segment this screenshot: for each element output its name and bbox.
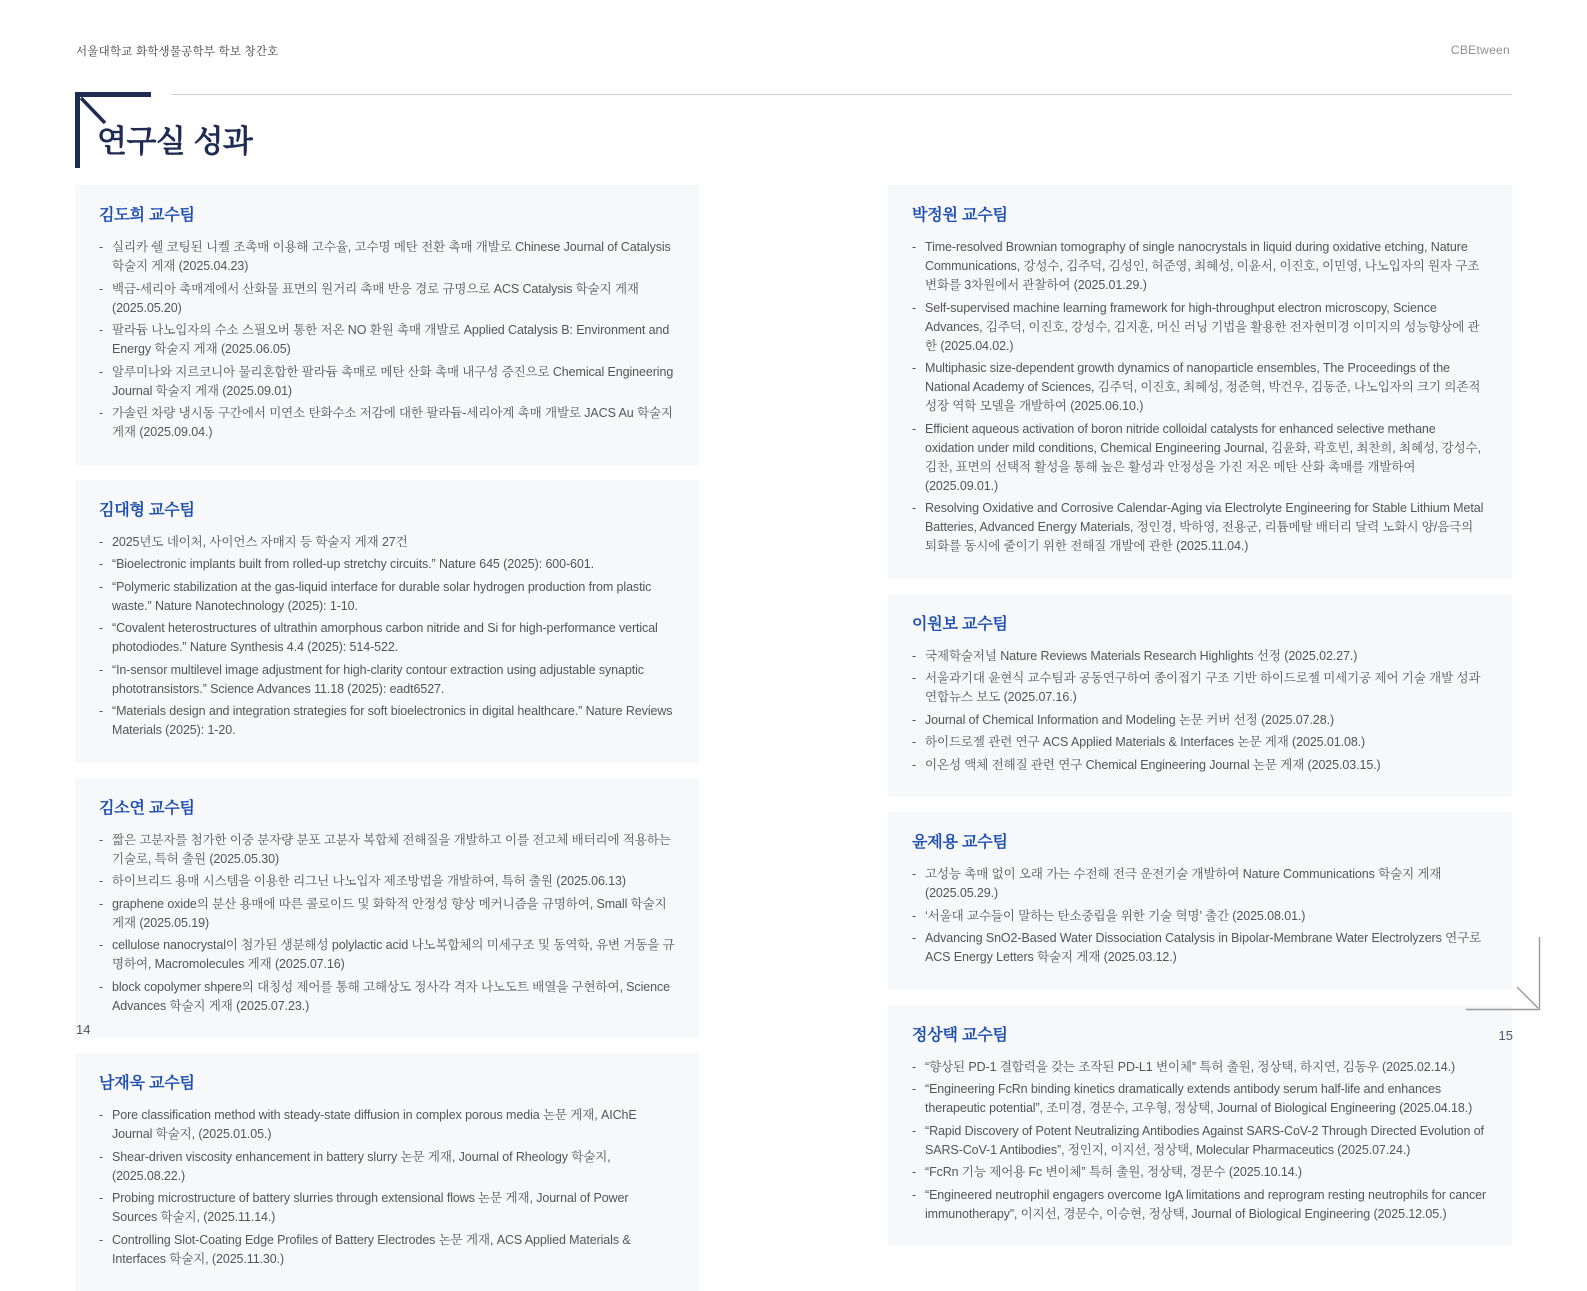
achievement-item: - Controlling Slot-Coating Edge Profiles of Battery Electrodes 논문 게재, ACS Applied Materials & Interfaces 학술지, (2025.11.30.) xyxy=(99,1231,675,1269)
section-items xyxy=(912,865,1488,967)
achievement-item: - “Bioelectronic implants built from rolled-up stretchy circuits.” Nature 645 (2025): 600-601. xyxy=(99,555,675,574)
achievement-item: - Probing microstructure of battery slurries through extensional flows 논문 게재, Journal of Power Sources 학술지, (2025.11.14.) xyxy=(99,1189,675,1227)
section-title: 김대형 교수팀 xyxy=(99,501,195,519)
achievement-item: - “Engineering FcRn binding kinetics dramatically extends antibody serum half-life and enhances therapeutic potential”, 조미경, 경문수, 고우형, 정상택, Journal of Biological Engineering (2025.04.18.) xyxy=(912,1080,1488,1118)
page-number-right: 15 xyxy=(1498,1028,1513,1043)
achievement-item: - Multiphasic size-dependent growth dynamics of nanoparticle ensembles, The Proceedings of the National Academy of Sciences, 김주덕, 이진호, 최혜성, 정준혁, 박건우, 김동준, 나노입자의 크기 의존적 성장 역학 모델을 개발하여 (2025.06.10.) xyxy=(912,359,1488,416)
achievement-item: - 이온성 액체 전해질 관련 연구 Chemical Engineering Journal 논문 게재 (2025.03.15.) xyxy=(912,756,1488,775)
achievement-item: - “Polymeric stabilization at the gas-liquid interface for durable solar hydrogen production from plastic waste.” Nature Nanotechnology (2025): 1-10. xyxy=(99,578,675,616)
section-items xyxy=(912,238,1488,556)
section-items xyxy=(99,1106,675,1269)
section-items xyxy=(99,238,675,442)
header-right-brand: CBEtween xyxy=(1450,43,1510,57)
achievement-item: - 2025년도 네이처, 사이언스 자매지 등 학술지 게재 27건 xyxy=(99,533,675,552)
section-title: 정상택 교수팀 xyxy=(912,1026,1008,1044)
section-title: 김소연 교수팀 xyxy=(99,799,195,817)
achievement-item: - cellulose nanocrystal이 첨가된 생분해성 polylactic acid 나노복합체의 미세구조 및 동역학, 유변 거동을 규명하여, Macromolecules 게재 (2025.07.16) xyxy=(99,936,675,974)
achievement-item: - ‘서울대 교수들이 말하는 탄소중립을 위한 기술 혁명’ 출간 (2025.08.01.) xyxy=(912,907,1488,926)
section-title: 김도희 교수팀 xyxy=(99,207,195,224)
achievement-item: - Advancing SnO2-Based Water Dissociation Catalysis in Bipolar-Membrane Water Electrolyzers 연구로 ACS Energy Letters 학술지 게재 (2025.03.12.) xyxy=(912,929,1488,967)
achievement-item: - “Engineered neutrophil engagers overcome IgA limitations and reprogram resting neutrophils for cancer immunotherapy”, 이지선, 경문수, 이승현, 정상택, Journal of Biological Engineering (2025.12.05.) xyxy=(912,1186,1488,1224)
achievement-item: - 고성능 촉매 없이 오래 가는 수전해 전극 운전기술 개발하여 Nature Communications 학술지 게재 (2025.05.29.) xyxy=(912,865,1488,903)
achievement-item: - “FcRn 기능 제어용 Fc 변이체” 특허 출원, 정상택, 경문수 (2025.10.14.) xyxy=(912,1163,1488,1182)
achievement-item: - 하이드로젤 관련 연구 ACS Applied Materials & Interfaces 논문 게재 (2025.01.08.) xyxy=(912,733,1488,752)
research-team-section xyxy=(75,1053,699,1291)
achievement-item: - Shear-driven viscosity enhancement in battery slurry 논문 게재, Journal of Rheology 학술지, (2025.08.22.) xyxy=(99,1148,675,1186)
research-team-section xyxy=(75,480,699,763)
achievement-item: - “Materials design and integration strategies for soft bioelectronics in digital healthcare.” Nature Reviews Materials (2025): 1-20. xyxy=(99,702,675,740)
achievement-item: - Self-supervised machine learning framework for high-throughput electron microscopy, Science Advances, 김주덕, 이진호, 강성수, 김지훈, 머신 러닝 기법을 활용한 전자현미경 이미지의 성능향상에 관한 (2025.04.02.) xyxy=(912,299,1488,356)
achievement-item: - “Covalent heterostructures of ultrathin amorphous carbon nitride and Si for high-performance vertical photodiodes.” Nature Synthesis 4.4 (2025): 514-522. xyxy=(99,619,675,657)
achievement-item: - Efficient aqueous activation of boron nitride colloidal catalysts for enhanced selective methane oxidation under mild conditions, Chemical Engineering Journal, 김윤화, 곽호빈, 최찬희, 최혜성, 강성수, 김찬, 표면의 선택적 활성을 통해 높은 활성과 안정성을 가진 저온 메탄 산화 촉매를 개발하여 (2025.09.01.) xyxy=(912,420,1488,496)
research-team-section xyxy=(888,1005,1512,1247)
section-items xyxy=(912,647,1488,775)
achievement-item: - 백금-세리아 촉매계에서 산화물 표면의 원거리 촉매 반응 경로 규명으로 ACS Catalysis 학술지 게재 (2025.05.20) xyxy=(99,280,675,318)
section-title: 남재욱 교수팀 xyxy=(99,1075,195,1092)
research-team-section xyxy=(888,594,1512,798)
achievement-item: - graphene oxide의 분산 용매에 따른 콜로이드 및 화학적 안정성 향상 메커니즘을 규명하여, Small 학술지 게재 (2025.05.19) xyxy=(99,895,675,933)
achievement-item: - Resolving Oxidative and Corrosive Calendar-Aging via Electrolyte Engineering for Stable Lithium Metal Batteries, Advanced Energy Materials, 정인경, 박하영, 전용군, 리튬메탈 배터리 달력 노화시 양/음극의 퇴화를 동시에 줄이기 위한 전해질 개발에 관한 (2025.11.04.) xyxy=(912,499,1488,556)
research-team-section xyxy=(75,778,699,1039)
achievement-item: - “Rapid Discovery of Potent Neutralizing Antibodies Against SARS-CoV-2 Through Directed Evolution of SARS-CoV-1 Antibodies”, 정인지, 이지선, 정상택, Molecular Pharmaceutics (2025.07.24.) xyxy=(912,1122,1488,1160)
content-area xyxy=(75,185,1512,1291)
achievement-item: - 실리카 쉘 코팅된 니켈 조촉매 이용해 고수율, 고수명 메탄 전환 촉매 개발로 Chinese Journal of Catalysis 학술지 게재 (2025.04.23) xyxy=(99,238,675,276)
achievement-item: - 하이브리드 용매 시스템을 이용한 리그닌 나노입자 제조방법을 개발하여, 특허 출원 (2025.06.13) xyxy=(99,872,675,891)
achievement-item: - “In-sensor multilevel image adjustment for high-clarity contour extraction using adjustable synaptic phototransistors.” Science Advances 11.18 (2025): eadt6527. xyxy=(99,661,675,699)
achievement-item: - 짧은 고분자를 첨가한 이중 분자량 분포 고분자 복합체 전해질을 개발하고 이를 전고체 배터리에 적용하는 기술로, 특허 출원 (2025.05.30) xyxy=(99,831,675,869)
research-team-section xyxy=(888,812,1512,990)
achievement-item: - Journal of Chemical Information and Modeling 논문 커버 선정 (2025.07.28.) xyxy=(912,711,1488,730)
section-items xyxy=(99,533,675,741)
left-column xyxy=(75,185,699,1291)
section-items xyxy=(99,831,675,1016)
achievement-item: - 서울과기대 윤현식 교수팀과 공동연구하여 종이접기 구조 기반 하이드로젤 미세기공 제어 기술 개발 성과 연합뉴스 보도 (2025.07.16.) xyxy=(912,669,1488,707)
page-title: 연구실 성과 xyxy=(97,124,253,159)
achievement-item: - Time-resolved Brownian tomography of single nanocrystals in liquid during oxidative etching, Nature Communications, 강성수, 김주덕, 김성인, 허준영, 최혜성, 이윤서, 이진호, 이민영, 나노입자의 원자 구조 변화를 3차원에서 관찰하여 (2025.01.29.) xyxy=(912,238,1488,295)
page-number-left: 14 xyxy=(76,1022,91,1037)
right-column xyxy=(888,185,1512,1291)
title-rule xyxy=(172,94,1512,95)
section-title: 윤제용 교수팀 xyxy=(912,834,1008,851)
section-items xyxy=(912,1058,1488,1224)
achievement-item: - 국제학술저널 Nature Reviews Materials Research Highlights 선정 (2025.02.27.) xyxy=(912,647,1488,666)
header-left-text: 서울대학교 화학생물공학부 학보 창간호 xyxy=(76,46,279,58)
achievement-item: - Pore classification method with steady-state diffusion in complex porous media 논문 게재, AIChE Journal 학술지, (2025.01.05.) xyxy=(99,1106,675,1144)
achievement-item: - 팔라듐 나노입자의 수소 스필오버 통한 저온 NO 환원 촉매 개발로 Applied Catalysis B: Environment and Energy 학술지 게재 (2025.06.05) xyxy=(99,321,675,359)
achievement-item: - block copolymer shpere의 대칭성 제어를 통해 고해상도 정사각 격자 나노도트 배열을 구현하여, Science Advances 학술지 게재 (2025.07.23.) xyxy=(99,978,675,1016)
page-corner-bracket-icon xyxy=(1466,937,1541,1012)
achievement-item: - 가솔린 차량 냉시동 구간에서 미연소 탄화수소 저감에 대한 팔라듐-세리아계 촉매 개발로 JACS Au 학술지 게재 (2025.09.04.) xyxy=(99,404,675,442)
research-team-section xyxy=(75,185,699,465)
achievement-item: - 알루미나와 지르코니아 물리혼합한 팔라듐 촉매로 메탄 산화 촉매 내구성 증진으로 Chemical Engineering Journal 학술지 게재 (2025.09.01) xyxy=(99,363,675,401)
section-title: 박정원 교수팀 xyxy=(912,207,1008,224)
section-title: 이원보 교수팀 xyxy=(912,615,1008,633)
research-team-section xyxy=(888,185,1512,579)
achievement-item: - “향상된 PD-1 결합력을 갖는 조작된 PD-L1 변이체” 특허 출원, 정상택, 하지연, 김동우 (2025.02.14.) xyxy=(912,1058,1488,1077)
